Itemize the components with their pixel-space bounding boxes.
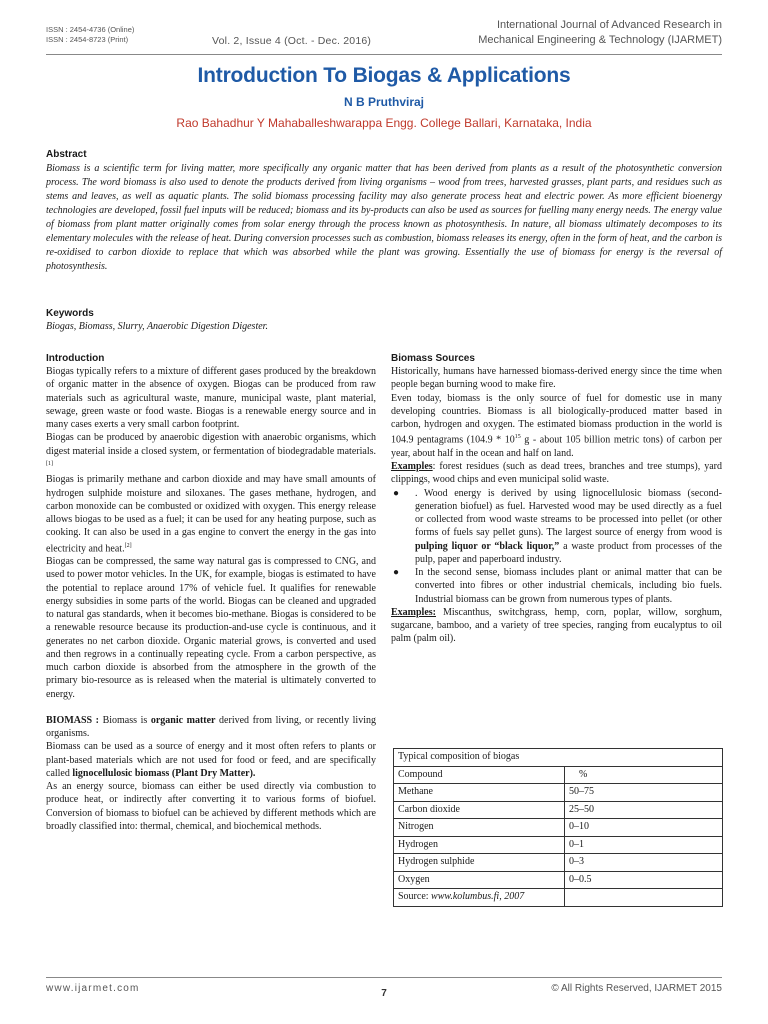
bullet-2-text: In the second sense, biomass includes plant or animal matter that can be converted into fibres or other industrial chemicals, including bio fuels. Industrial biomass can be grown from numerous types of plants. xyxy=(415,567,722,605)
examples-label-1: Examples xyxy=(391,461,433,473)
spacer xyxy=(46,701,376,714)
table-caption-row xyxy=(394,749,723,767)
biogas-composition-table xyxy=(393,748,723,907)
footer-website: www.ijarmet.com xyxy=(46,983,140,994)
introduction-heading: Introduction xyxy=(46,353,105,364)
journal-name-line2: Mechanical Engineering & Technology (IJARMET) xyxy=(478,34,722,46)
table-cell-percent: 0–0.5 xyxy=(565,871,723,889)
bullet-1-pre: . Wood energy is derived by using lignocellulosic biomass (second-generation biofuel) as fuel. Harvested wood may be used directly as a fuel or collected from wood waste streams to be processed into pellet (or other forms of fuels say pellet guns). The largest source of energy from wood is xyxy=(415,487,722,539)
page-number: 7 xyxy=(381,988,387,999)
intro-paragraph-4: Biogas can be compressed, the same way natural gas is compressed to CNG, and used to power motor vehicles. In the UK, for example, biogas is estimated to have the potential to replace around 17% of vehicle fuel. It qualifies for renewable energy subsidies in some parts of the world. Biogas can be cleaned and upgraded to natural gas standards, when it becomes bio-methane. Biogas is considered to be a renewable resource because its production-and-use cycle is continuous, and it generates no net carbon dioxide. Organic material grows, is converted and used and then regrows in a continually repeating cycle. From a carbon perspective, as much carbon dioxide is absorbed from the atmosphere in the growth of the primary bio-resource as is released when the material is ultimately converted to energy. xyxy=(46,556,376,700)
table-row xyxy=(394,819,723,837)
left-column xyxy=(46,352,376,833)
source-reference: www.kolumbus.fi, 2007 xyxy=(431,891,525,903)
keywords-text: Biogas, Biomass, Slurry, Anaerobic Digestion Digester. xyxy=(46,321,268,332)
table-caption: Typical composition of biogas xyxy=(394,749,723,767)
table-cell-percent: 0–10 xyxy=(565,819,723,837)
footer-rule xyxy=(46,977,722,978)
table-cell-compound: Hydrogen xyxy=(394,836,565,854)
journal-name xyxy=(478,18,722,48)
header-rule xyxy=(46,54,722,55)
intro-paragraph-3-text: Biogas is primarily methane and carbon dioxide and may have small amounts of hydrogen sulphide moisture and siloxanes. The gases methane, hydrogen, and carbon monoxide can be combusted or oxidized with oxygen. This energy release allows biogas to be used as a fuel; it can be used for any heating purpose, such as cooking. It can also be used in a gas engine to convert the energy in the gas into electricity and heat. xyxy=(46,474,376,554)
intro-paragraph-2 xyxy=(46,431,376,473)
exponent: 15 xyxy=(514,434,521,441)
volume-issue: Vol. 2, Issue 4 (Oct. - Dec. 2016) xyxy=(212,35,372,47)
bullet-1-post: a waste product from processes of the pulp, paper and paperboard industry. xyxy=(415,540,722,565)
bullet-icon: ● xyxy=(393,567,400,579)
table-header-percent: % xyxy=(565,766,723,784)
black-liquor-term: pulping liquor or “black liquor,” xyxy=(415,540,560,552)
biomass-pre: Biomass is xyxy=(99,714,151,726)
issn-block xyxy=(46,25,134,45)
table-cell-percent: 25–50 xyxy=(565,801,723,819)
sources-paragraph-2 xyxy=(391,392,722,461)
biomass-paragraph-2: As an energy source, biomass can either be used directly via combustion to produce heat, or indirectly after converting it to various forms of biofuel. Conversion of biomass to biofuel can be achieved by different methods which are broadly classified into: thermal, chemical, and biochemical methods. xyxy=(46,781,376,832)
table-cell-compound: Carbon dioxide xyxy=(394,801,565,819)
examples-paragraph-1 xyxy=(391,460,722,487)
table-cell-percent: 0–3 xyxy=(565,854,723,872)
biomass-post: derived from living, or recently living organisms. xyxy=(46,714,376,740)
abstract-heading: Abstract xyxy=(46,149,87,160)
biomass-paragraph-1-text: Biomass can be used as a source of energy and it most often refers to plants or plant-based materials which are not used for food or feed, and are specifically called xyxy=(46,741,376,779)
reference-2: [2] xyxy=(124,542,132,549)
examples-text-2: Miscanthus, switchgrass, hemp, corn, poplar, willow, sorghum, sugarcane, bamboo, and a variety of tree species, ranging from eucalyptus to oil palm (palm oil). xyxy=(391,606,722,645)
biomass-sources-heading: Biomass Sources xyxy=(391,353,475,364)
table-row xyxy=(394,801,723,819)
table-header-compound: Compound xyxy=(394,766,565,784)
sources-paragraph-2-post: g - about 105 billion metric tons) of carbon per year, about half in the ocean and half on land. xyxy=(391,434,722,459)
intro-paragraph-1: Biogas typically refers to a mixture of different gases produced by the breakdown of organic matter in the absence of oxygen. Biogas can be produced from raw materials such as agricultural waste, manure, municipal waste, plant material, sewage, green waste or food waste. Biogas is a renewable energy source and in many cases exerts a very small carbon footprint. xyxy=(46,366,376,430)
table-row xyxy=(394,836,723,854)
biomass-label: BIOMASS : xyxy=(46,714,100,726)
issn-print: ISSN : 2454-8723 (Print) xyxy=(46,35,129,44)
table-cell-compound: Hydrogen sulphide xyxy=(394,854,565,872)
abstract-text: Biomass is a scientific term for living matter, more specifically any organic matter that has been derived from plants as a result of the photosynthetic conversion process. The word biomass is also used to denote the products derived from living organisms – wood from trees, harvested grasses, plant parts, and residues such as stems and leaves, as well as aquatic plants. The solid biomass processing facility may also generate process heat and electric power. As more efficient bioenergy technologies are developed, fossil fuel inputs will be reduced; biomass and its by-products can also be used as sources for fuelling many energy needs. The energy value of biomass from plant matter originally comes from solar energy through the process known as photosynthesis. In nature, all biomass ultimately decomposes to its elementary molecules with the release of heat. During conversion processes such as combustion, biomass releases its energy, often in the form of heat, and the carbon is re-oxidised to carbon dioxide to replace that which was absorbed while the plant was growing. Essentially the use of biomass for energy is the reversal of photosynthesis. xyxy=(46,163,722,272)
bullet-icon: ● xyxy=(393,487,400,499)
bullet-item-industrial-biomass xyxy=(391,566,722,606)
intro-paragraph-3 xyxy=(46,473,376,555)
table-source xyxy=(394,889,565,907)
table-row xyxy=(394,871,723,889)
keywords-heading: Keywords xyxy=(46,308,94,319)
table-cell-compound: Methane xyxy=(394,784,565,802)
lignocellulosic-term: lignocellulosic biomass (Plant Dry Matter). xyxy=(72,767,256,779)
source-label: Source: xyxy=(398,891,432,903)
table-cell-compound: Oxygen xyxy=(394,871,565,889)
bullet-item-wood-energy xyxy=(391,487,722,567)
table-header-row xyxy=(394,766,723,784)
journal-name-line1: International Journal of Advanced Research in xyxy=(496,19,722,31)
intro-paragraph-2-text: Biogas can be produced by anaerobic digestion with anaerobic organisms, which digest material inside a closed system, or fermentation of biodegradable materials. xyxy=(46,432,376,457)
table-source-row xyxy=(394,889,723,907)
table-row xyxy=(394,784,723,802)
biomass-bold: organic matter xyxy=(150,714,216,726)
examples-text-1: : forest residues (such as dead trees, branches and tree stumps), yard clippings, wood chips and even municipal solid waste. xyxy=(391,461,722,486)
right-column xyxy=(391,352,722,646)
biomass-definition xyxy=(46,714,376,741)
reference-1: [1] xyxy=(46,460,53,467)
biomass-paragraph-1 xyxy=(46,740,376,780)
table-cell-percent: 0–1 xyxy=(565,836,723,854)
table-source-empty xyxy=(565,889,723,907)
sources-paragraph-1: Historically, humans have harnessed biomass-derived energy since the time when people began burning wood to make fire. xyxy=(391,366,722,391)
paper-title: Introduction To Biogas & Applications xyxy=(197,64,571,87)
table-row xyxy=(394,854,723,872)
examples-paragraph-2 xyxy=(391,606,722,646)
table-cell-percent: 50–75 xyxy=(565,784,723,802)
table-cell-compound: Nitrogen xyxy=(394,819,565,837)
examples-label-2: Examples: xyxy=(391,606,436,618)
footer-copyright: © All Rights Reserved, IJARMET 2015 xyxy=(551,983,722,994)
author-affiliation: Rao Bahadhur Y Mahaballeshwarappa Engg. College Ballari, Karnataka, India xyxy=(176,116,592,130)
author-name: N B Pruthviraj xyxy=(343,95,424,109)
sources-paragraph-2-pre: Even today, biomass is the only source of fuel for domestic use in many developing countries. Biomass is all biologically-produced matter based in carbon, hydrogen and oxygen. The estimated biomass production in the world is 104.9 pentagrams (104.9 * 10 xyxy=(391,392,722,446)
issn-online: ISSN : 2454-4736 (Online) xyxy=(46,25,135,34)
